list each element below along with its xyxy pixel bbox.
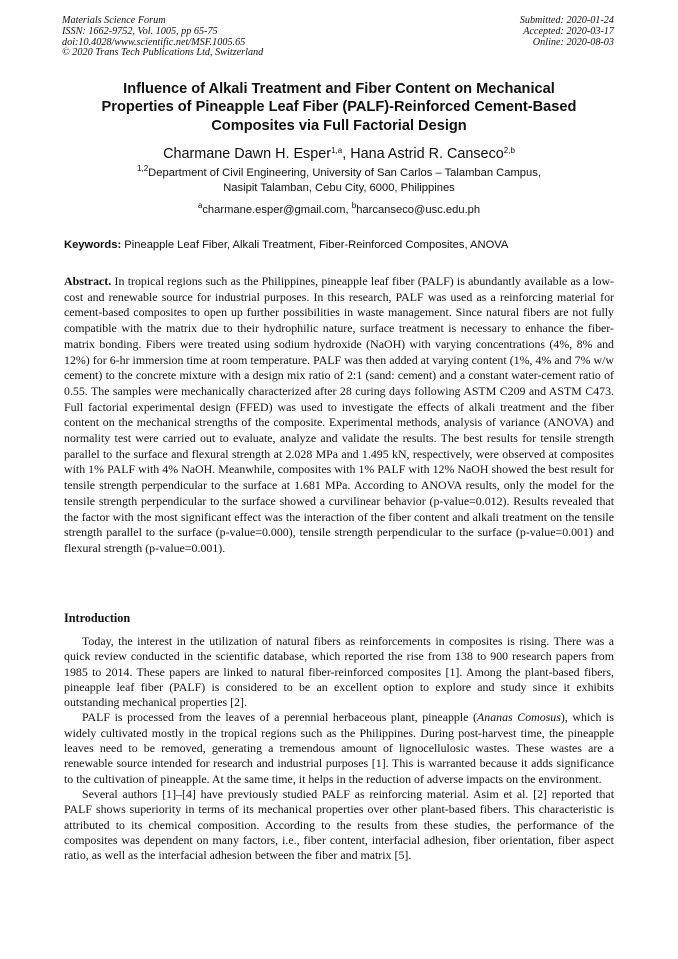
affiliation-line: Nasipit Talamban, Cebu City, 6000, Philippines	[223, 182, 455, 194]
title-line: Properties of Pineapple Leaf Fiber (PALF)-Reinforced Cement-Based	[101, 99, 577, 116]
section-heading-introduction: Introduction	[64, 611, 131, 625]
paragraph: PALF is processed from the leaves of a perennial herbaceous plant, pineapple (Ananas Comosus), which is widely cultivated mostly in the tropical regions such as the Philippines. During post-harvest time, the pineapple leaves need to be removed, generating a tremendous amount of lignocellulosic wastes. These wastes are a renewable source intended for research and industrial purposes [1]. This is warranted because it adds significance to the cultivation of pineapple. At the same time, it helps in the reduction of adverse impacts on the environment.	[64, 710, 614, 786]
online-date: Online: 2020-08-03	[532, 36, 614, 48]
affiliation-line: $^{1,2}$Department of Civil Engineering, University of San Carlos – Talamban Campus,	[137, 164, 541, 179]
submission-dates	[520, 16, 614, 48]
copyright-line: © 2020 Trans Tech Publications Ltd, Switzerland	[62, 47, 264, 59]
keywords-label: Keywords:	[64, 239, 122, 251]
email-mark: a	[197, 201, 203, 210]
doi-line: doi:10.4028/www.scientific.net/MSF.1005.65	[62, 36, 246, 48]
author-separator: ,	[342, 146, 351, 162]
author-emails	[40, 203, 638, 218]
author-affiliation-mark: 2,b	[503, 146, 515, 155]
paragraph: Today, the interest in the utilization of natural fibers as reinforcements in composites is rising. There was a quick review conducted in the scientific database, which reported the rise from 138 to 900 research papers from 1985 to 2014. These papers are linked to natural fiber-reinforced composites [1]. Among the plant-based fibers, pineapple leaf fiber (PALF) is considered to be an excellent option to explore and study since it exhibits outstanding mechanical properties [2].	[64, 634, 614, 710]
author-affiliation-mark: 1,a	[331, 146, 343, 155]
email-mark: b	[351, 201, 357, 210]
journal-info	[62, 16, 263, 59]
journal-name: Materials Science Forum	[62, 15, 166, 26]
abstract-text: In tropical regions such as the Philippines, pineapple leaf fiber (PALF) is abundantly available as a low-cost and renewable source for industrial purposes. In this research, PALF was used as a reinforcing material for cement-based composites to open up further possibilities in waste management. Since natural fibers are not fully compatible with the matrix due to their hydrophilic nature, surface treatment is necessary to enhance the fiber-matrix bonding. Fibers were treated using sodium hydroxide (NaOH) with varying concentrations (4%, 8% and 12%) for 6-hr immersion time at room temperature. PALF was then added at varying content (1%, 4% and 7% w/w cement) to the concrete mixture with a design mix ratio of 2:1 (sand: cement) and a constant water-cement ratio of 0.55. The samples were mechanically characterized after 28 curing days following ASTM C209 and ASTM C473. Full factorial experimental design (FFED) was used to investigate the effects of alkali treatment and the fiber content on the mechanical strengths of the composite. Experimental methods, analysis of variance (ANOVA) and normality test were carried out to evaluate, analyze and validate the results. The best results for tensile strength parallel to the surface and flexural strength at 2.028 MPa and 1.495 kN, respectively, were observed at composites with 1% PALF with 4% NaOH. Meanwhile, composites with 1% PALF with 12% NaOH showed the best result for tensile strength perpendicular to the surface at 1.681 MPa. According to ANOVA results, only the model for the tensile strength perpendicular to the surface showed a curvilinear behavior (p-value=0.012). Results revealed that the factor with the most significant effect was the interaction of the fiber content and alkali treatment on the tensile strength parallel to the surface (p-value=0.000), tensile strength perpendicular to the surface (p-value=0.001) and flexural strength (p-value=0.001).	[64, 274, 614, 555]
author-name: Hana Astrid R. Canseco	[350, 146, 504, 162]
issn-line: ISSN: 1662-9752, Vol. 1005, pp 65-75	[62, 25, 218, 37]
author-name: Charmane Dawn H. Esper	[163, 146, 332, 162]
title-line: Influence of Alkali Treatment and Fiber Content on Mechanical	[123, 81, 555, 97]
abstract-label: Abstract.	[64, 274, 112, 288]
accepted-date: Accepted: 2020-03-17	[523, 25, 614, 37]
abstract	[64, 274, 614, 557]
title-line: Composites via Full Factorial Design	[211, 117, 467, 134]
keywords-text: Pineapple Leaf Fiber, Alkali Treatment, Fiber-Reinforced Composites, ANOVA	[121, 239, 509, 251]
affiliation-mark: 1,2	[137, 164, 149, 173]
submitted-date: Submitted: 2020-01-24	[519, 15, 614, 26]
affiliation	[40, 166, 638, 196]
paper-title	[40, 80, 638, 135]
keywords	[64, 238, 624, 253]
species-name: Ananas Comosus	[477, 710, 561, 725]
paragraph: Several authors [1]–[4] have previously studied PALF as reinforcing material. Asim et al. [2] reported that PALF shows superiority in terms of its mechanical properties over other plant-based fibers. This characteristic is attributed to its chemical composition. According to the results from these studies, the performance of the composites was dependent on many factors, i.e., fiber content, interfacial adhesion, fiber orientation, fiber aspect ratio, as well as the interfacial adhesion between the fiber and matrix [5].	[64, 786, 614, 863]
email-address: harcanseco@usc.edu.ph	[356, 204, 481, 216]
email-address: charmane.esper@gmail.com,	[202, 204, 352, 216]
author-list	[40, 145, 638, 163]
introduction-body	[64, 634, 614, 863]
